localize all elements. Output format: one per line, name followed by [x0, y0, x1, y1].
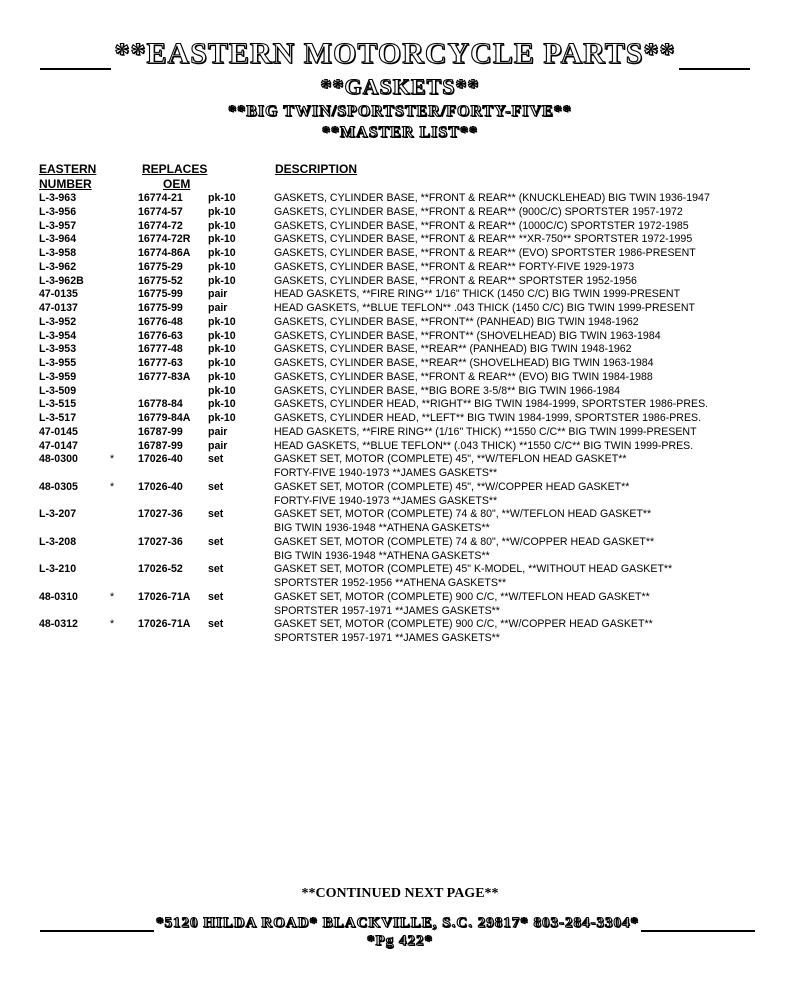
part-description-continued: SPORTSTER 1957-1971 **JAMES GASKETS**: [274, 632, 500, 644]
part-number: L-3-208: [39, 535, 77, 548]
footer-rule-right: [641, 912, 755, 932]
part-description-continued: FORTY-FIVE 1940-1973 **JAMES GASKETS**: [274, 467, 498, 479]
table-row: [0, 440, 800, 454]
package-unit: pair: [208, 439, 228, 452]
part-number: 48-0300: [39, 453, 78, 466]
table-row-continuation: [0, 495, 800, 509]
oem-number: 16777-48: [138, 343, 183, 356]
table-row: [0, 508, 800, 522]
part-number: 48-0305: [39, 480, 78, 493]
part-number: L-3-515: [39, 398, 77, 411]
table-row: [0, 357, 800, 371]
part-description: GASKETS, CYLINDER HEAD, **RIGHT** BIG TWIN 1984-1999, SPORTSTER 1986-PRES.: [274, 398, 709, 411]
part-description: GASKET SET, MOTOR (COMPLETE) 900 C/C, **W/COPPER HEAD GASKET**: [274, 618, 653, 631]
part-description: GASKETS, CYLINDER BASE, **FRONT & REAR** SPORTSTER 1952-1956: [274, 274, 637, 287]
part-number: L-3-210: [39, 563, 77, 576]
part-number: L-3-963: [39, 192, 77, 204]
table-row-continuation: [0, 577, 800, 591]
oem-number: 17026-40: [138, 453, 183, 466]
footer-address: *5120 HILDA ROAD* BLACKVILLE, S.C. 29817* 803-284-3304*: [156, 915, 639, 931]
part-number: L-3-952: [39, 315, 77, 328]
page-number: *Pg 422*: [367, 933, 433, 949]
oem-number: 16775-29: [138, 260, 183, 273]
oem-number: 16778-84: [138, 398, 183, 411]
oem-number: 16774-72: [138, 219, 183, 232]
part-description-continued: FORTY-FIVE 1940-1973 **JAMES GASKETS**: [274, 494, 498, 507]
table-row: [0, 385, 800, 399]
table-row: [0, 563, 800, 577]
package-unit: set: [208, 508, 224, 521]
oem-number: 17027-36: [138, 508, 183, 521]
part-description: GASKETS, CYLINDER HEAD, **LEFT** BIG TWIN 1984-1999, SPORTSTER 1986-PRES.: [274, 412, 702, 424]
package-unit: pk-10: [208, 260, 236, 273]
part-number: L-3-958: [39, 247, 77, 259]
part-description: GASKET SET, MOTOR (COMPLETE) 74 & 80", **W/COPPER HEAD GASKET**: [274, 535, 655, 548]
table-row: [0, 220, 800, 234]
oem-number: 16787-99: [138, 425, 183, 438]
oem-number: 16774-86A: [138, 247, 191, 259]
part-description: GASKET SET, MOTOR (COMPLETE) 45" K-MODEL, **WITHOUT HEAD GASKET**: [274, 563, 673, 576]
table-row: [0, 618, 800, 632]
title-line: [40, 38, 750, 70]
oem-number: 17026-52: [138, 563, 183, 576]
part-number: 48-0310: [39, 590, 78, 603]
part-description-continued: SPORTSTER 1952-1956 **ATHENA GASKETS**: [274, 577, 507, 589]
part-description: GASKET SET, MOTOR (COMPLETE) 900 C/C, **W/TEFLON HEAD GASKET**: [274, 590, 650, 603]
part-description: GASKETS, CYLINDER BASE, **FRONT & REAR** (EVO) BIG TWIN 1984-1988: [274, 370, 653, 383]
part-description-continued: BIG TWIN 1936-1948 **ATHENA GASKETS**: [274, 549, 490, 562]
table-row: [0, 316, 800, 330]
oem-number: 16779-84A: [138, 412, 191, 424]
col-header-description: DESCRIPTION: [275, 162, 358, 176]
table-row: [0, 247, 800, 261]
table-row-continuation: [0, 632, 800, 646]
part-description-continued: BIG TWIN 1936-1948 **ATHENA GASKETS**: [274, 522, 490, 534]
package-unit: set: [208, 618, 224, 631]
part-description: GASKETS, CYLINDER BASE, **FRONT** (SHOVELHEAD) BIG TWIN 1963-1984: [274, 329, 661, 342]
part-description: GASKETS, CYLINDER BASE, **FRONT & REAR** **XR-750** SPORTSTER 1972-1995: [274, 233, 693, 246]
part-description: HEAD GASKETS, **FIRE RING** 1/16" THICK (1450 C/C) BIG TWIN 1999-PRESENT: [274, 288, 681, 301]
table-row: [0, 398, 800, 412]
oem-number: 17026-71A: [138, 618, 191, 631]
parts-list: [0, 192, 800, 646]
part-description: GASKETS, CYLINDER BASE, **FRONT & REAR** (EVO) SPORTSTER 1986-PRESENT: [274, 247, 696, 259]
part-number: L-3-207: [39, 508, 77, 521]
oem-number: 16775-99: [138, 302, 183, 314]
table-row: [0, 275, 800, 289]
part-description: GASKETS, CYLINDER BASE, **BIG BORE 3-5/8** BIG TWIN 1966-1984: [274, 384, 620, 397]
part-description: GASKET SET, MOTOR (COMPLETE) 45", **W/COPPER HEAD GASKET**: [274, 480, 630, 493]
table-row: [0, 343, 800, 357]
part-description: HEAD GASKETS, **BLUE TEFLON** (.043 THICK) **1550 C/C** BIG TWIN 1999-PRES.: [274, 439, 694, 452]
footer-rule-left: [40, 912, 154, 932]
part-description: GASKET SET, MOTOR (COMPLETE) 74 & 80", **W/TEFLON HEAD GASKET**: [274, 508, 652, 521]
table-row: [0, 233, 800, 247]
part-description: GASKETS, CYLINDER BASE, **FRONT & REAR** (1000C/C) SPORTSTER 1972-1985: [274, 219, 689, 232]
part-description: GASKETS, CYLINDER BASE, **FRONT & REAR** (KNUCKLEHEAD) BIG TWIN 1936-1947: [274, 192, 710, 204]
table-row-continuation: [0, 467, 800, 481]
oem-number: 16774-72R: [138, 233, 191, 246]
part-description: GASKETS, CYLINDER BASE, **FRONT & REAR** FORTY-FIVE 1929-1973: [274, 260, 635, 273]
package-unit: pk-10: [208, 370, 236, 383]
part-number: 47-0145: [39, 425, 78, 438]
table-row: [0, 206, 800, 220]
table-row: [0, 453, 800, 467]
col-header-oem: OEM: [163, 177, 191, 191]
part-number: L-3-509: [39, 384, 77, 397]
section-title: **GASKETS**: [320, 74, 480, 99]
package-unit: pk-10: [208, 329, 236, 342]
package-unit: pk-10: [208, 192, 236, 204]
table-row: [0, 481, 800, 495]
table-row: [0, 192, 800, 206]
table-row: [0, 371, 800, 385]
part-number: 47-0137: [39, 302, 78, 314]
part-description: HEAD GASKETS, **FIRE RING** (1/16" THICK) **1550 C/C** BIG TWIN 1999-PRESENT: [274, 425, 697, 438]
table-row: [0, 330, 800, 344]
oem-number: 17027-36: [138, 535, 183, 548]
part-description: GASKETS, CYLINDER BASE, **REAR** (PANHEAD) BIG TWIN 1948-1962: [274, 343, 632, 356]
oem-number: 16774-21: [138, 192, 183, 204]
title-rule-right: [679, 40, 750, 70]
package-unit: pk-10: [208, 274, 236, 287]
continued-notice: **CONTINUED NEXT PAGE**: [301, 886, 499, 901]
package-unit: pk-10: [208, 233, 236, 246]
list-subtitle: **MASTER LIST**: [322, 124, 478, 141]
package-unit: set: [208, 563, 224, 576]
oem-number: 16777-83A: [138, 370, 191, 383]
package-unit: pk-10: [208, 398, 236, 411]
col-header-replaces: REPLACES: [142, 162, 208, 176]
package-unit: pk-10: [208, 315, 236, 328]
part-description-continued: SPORTSTER 1957-1971 **JAMES GASKETS**: [274, 604, 500, 617]
title-rule-left: [40, 40, 111, 70]
part-description: GASKETS, CYLINDER BASE, **REAR** (SHOVELHEAD) BIG TWIN 1963-1984: [274, 357, 654, 369]
part-number: 48-0312: [39, 618, 78, 631]
table-row: [0, 426, 800, 440]
table-row-continuation: [0, 522, 800, 536]
part-description: HEAD GASKETS, **BLUE TEFLON** .043 THICK (1450 C/C) BIG TWIN 1999-PRESENT: [274, 302, 695, 314]
part-number: L-3-517: [39, 412, 77, 424]
package-unit: pk-10: [208, 205, 236, 218]
star-marker: *: [110, 453, 115, 466]
part-number: L-3-959: [39, 370, 77, 383]
oem-number: 17026-71A: [138, 590, 191, 603]
table-row: [0, 288, 800, 302]
oem-number: 16775-52: [138, 274, 183, 287]
part-number: 47-0135: [39, 288, 78, 301]
package-unit: pk-10: [208, 412, 236, 424]
table-row: [0, 412, 800, 426]
part-number: L-3-954: [39, 329, 77, 342]
oem-number: 17026-40: [138, 480, 183, 493]
package-unit: pk-10: [208, 357, 236, 369]
table-row-continuation: [0, 550, 800, 564]
part-number: L-3-957: [39, 219, 77, 232]
package-unit: pk-10: [208, 247, 236, 259]
col-header-eastern: EASTERN: [39, 162, 97, 176]
models-subtitle: **BIG TWIN/SPORTSTER/FORTY-FIVE**: [228, 103, 572, 120]
part-number: 47-0147: [39, 439, 78, 452]
package-unit: set: [208, 453, 224, 466]
package-unit: pk-10: [208, 384, 236, 397]
part-description: GASKET SET, MOTOR (COMPLETE) 45", **W/TEFLON HEAD GASKET**: [274, 453, 627, 466]
package-unit: pair: [208, 288, 228, 301]
part-number: L-3-956: [39, 205, 77, 218]
oem-number: 16774-57: [138, 205, 183, 218]
part-number: L-3-964: [39, 233, 77, 246]
package-unit: pk-10: [208, 343, 236, 356]
table-row: [0, 591, 800, 605]
oem-number: 16777-63: [138, 357, 183, 369]
oem-number: 16775-99: [138, 288, 183, 301]
part-description: GASKETS, CYLINDER BASE, **FRONT & REAR** (900C/C) SPORTSTER 1957-1972: [274, 205, 683, 218]
footer-line: [40, 912, 755, 932]
star-marker: *: [110, 480, 115, 493]
star-marker: *: [110, 618, 115, 631]
package-unit: pair: [208, 425, 228, 438]
oem-number: 16776-63: [138, 329, 183, 342]
part-number: L-3-962B: [39, 274, 84, 287]
package-unit: set: [208, 590, 224, 603]
star-marker: *: [110, 590, 115, 603]
table-row-continuation: [0, 605, 800, 619]
package-unit: pair: [208, 302, 228, 314]
part-number: L-3-955: [39, 357, 77, 369]
col-header-number: NUMBER: [39, 177, 92, 191]
part-number: L-3-962: [39, 260, 77, 273]
package-unit: pk-10: [208, 219, 236, 232]
table-row: [0, 302, 800, 316]
package-unit: set: [208, 535, 224, 548]
table-row: [0, 261, 800, 275]
package-unit: set: [208, 480, 224, 493]
part-number: L-3-953: [39, 343, 77, 356]
part-description: GASKETS, CYLINDER BASE, **FRONT** (PANHEAD) BIG TWIN 1948-1962: [274, 315, 639, 328]
oem-number: 16776-48: [138, 315, 183, 328]
oem-number: 16787-99: [138, 439, 183, 452]
page-title: **EASTERN MOTORCYCLE PARTS**: [114, 37, 676, 70]
table-row: [0, 536, 800, 550]
